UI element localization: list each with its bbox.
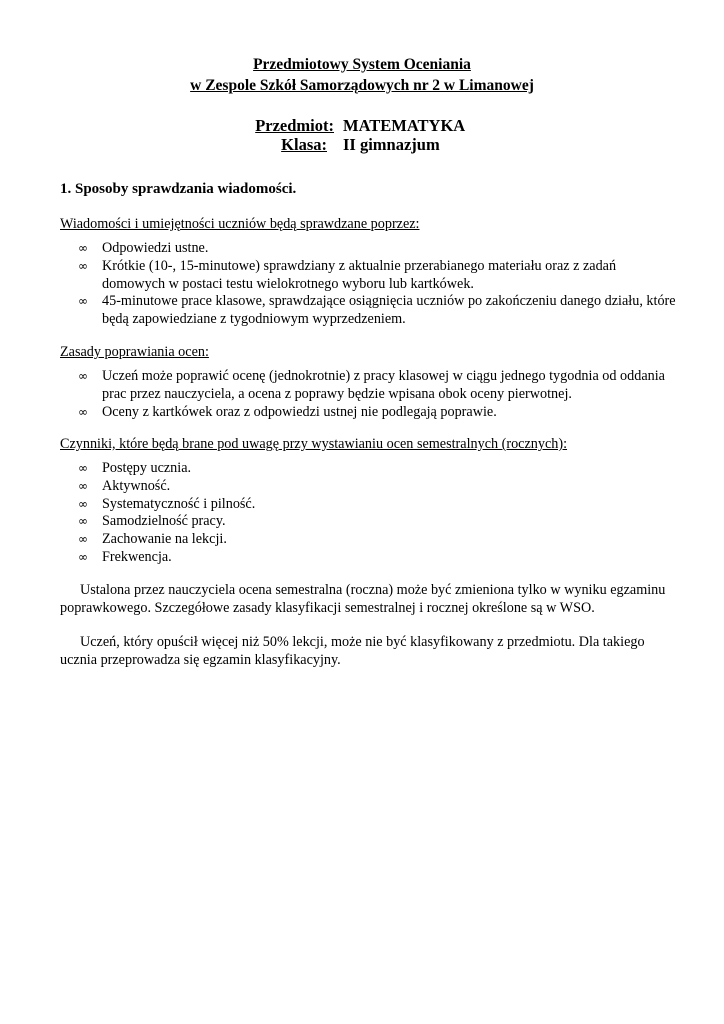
list-item [60, 258, 680, 294]
list-item-text: Systematyczność i pilność. [102, 495, 256, 512]
grading-factors-list [60, 460, 680, 567]
list-item-text: Samodzielność pracy. [102, 513, 226, 530]
group-label-grade-correction: Zasady poprawiania ocen: [60, 344, 209, 360]
infinity-bullet-icon: ∞ [78, 241, 88, 255]
group-label-grading-factors: Czynniki, które będą brane pod uwagę przy wystawianiu ocen semestralnych (rocznych): [60, 436, 568, 452]
document-title-line-2: w Zespole Szkół Samorządowych nr 2 w Limanowej [190, 77, 534, 94]
list-item-text: Krótkie (10-, 15-minutowe) sprawdziany z aktualnie przerabianego materiału oraz z zadań domowych w postaci testu wielokrotnego wyboru lub kartkówek. [102, 257, 617, 292]
list-item-text: Postępy ucznia. [102, 460, 192, 476]
paragraph-classification: Uczeń, który opuścił więcej niż 50% lekcji, może nie być klasyfikowany z przedmiotu. Dla takiego ucznia przeprowadza się egzamin klasyfikacyjny. [60, 634, 645, 668]
list-item-text: Uczeń może poprawić ocenę (jednokrotnie) z pracy klasowej w ciągu jednego tygodnia od oddania prac przez nauczyciela, a ocena z poprawy będzie wpisana obok oceny pierwotnej. [102, 368, 665, 402]
infinity-bullet-icon: ∞ [78, 294, 88, 309]
list-item [60, 549, 680, 567]
infinity-bullet-icon: ∞ [78, 404, 88, 419]
list-item [60, 460, 680, 478]
list-item-text: Aktywność. [102, 477, 171, 494]
subject-row [0, 116, 724, 136]
list-item-text: Zachowanie na lekcji. [102, 531, 227, 548]
subject-value: MATEMATYKA [343, 116, 466, 135]
infinity-bullet-icon: ∞ [78, 549, 88, 564]
list-item-text: Odpowiedzi ustne. [102, 240, 209, 256]
section-heading: 1. Sposoby sprawdzania wiadomości. [60, 181, 297, 197]
class-value: II gimnazjum [343, 135, 440, 154]
class-label: Klasa: [281, 135, 327, 154]
list-item [60, 404, 680, 422]
list-item [60, 531, 680, 549]
document-title-line-1: Przedmiotowy System Oceniania [253, 56, 471, 73]
class-row [0, 135, 724, 155]
list-item [60, 368, 680, 404]
infinity-bullet-icon: ∞ [78, 478, 88, 493]
list-item-text: Frekwencja. [102, 548, 172, 565]
checking-methods-list [60, 240, 680, 329]
infinity-bullet-icon: ∞ [78, 369, 88, 383]
infinity-bullet-icon: ∞ [78, 496, 88, 511]
group-label-checking-methods: Wiadomości i umiejętności uczniów będą sprawdzane poprzez: [60, 216, 420, 232]
infinity-bullet-icon: ∞ [78, 258, 88, 273]
infinity-bullet-icon: ∞ [78, 532, 88, 547]
infinity-bullet-icon: ∞ [78, 461, 88, 475]
list-item-text: Oceny z kartkówek oraz z odpowiedzi ustnej nie podlegają poprawie. [102, 403, 497, 420]
paragraph-semester-grade: Ustalona przez nauczyciela ocena semestralna (roczna) może być zmieniona tylko w wyniku egzaminu poprawkowego. Szczegółowe zasady klasyfikacji semestralnej i rocznej określone są w WSO. [60, 582, 666, 616]
list-item-text: 45-minutowe prace klasowe, sprawdzające osiągnięcia uczniów po zakończeniu danego działu, które będą zapowiedziane z tygodniowym wyprzedzeniem. [102, 293, 676, 328]
infinity-bullet-icon: ∞ [78, 514, 88, 529]
list-item [60, 293, 680, 329]
grade-correction-list [60, 368, 680, 421]
subject-label: Przedmiot: [255, 116, 334, 135]
list-item [60, 496, 680, 514]
list-item [60, 240, 680, 258]
list-item [60, 478, 680, 496]
list-item [60, 513, 680, 531]
